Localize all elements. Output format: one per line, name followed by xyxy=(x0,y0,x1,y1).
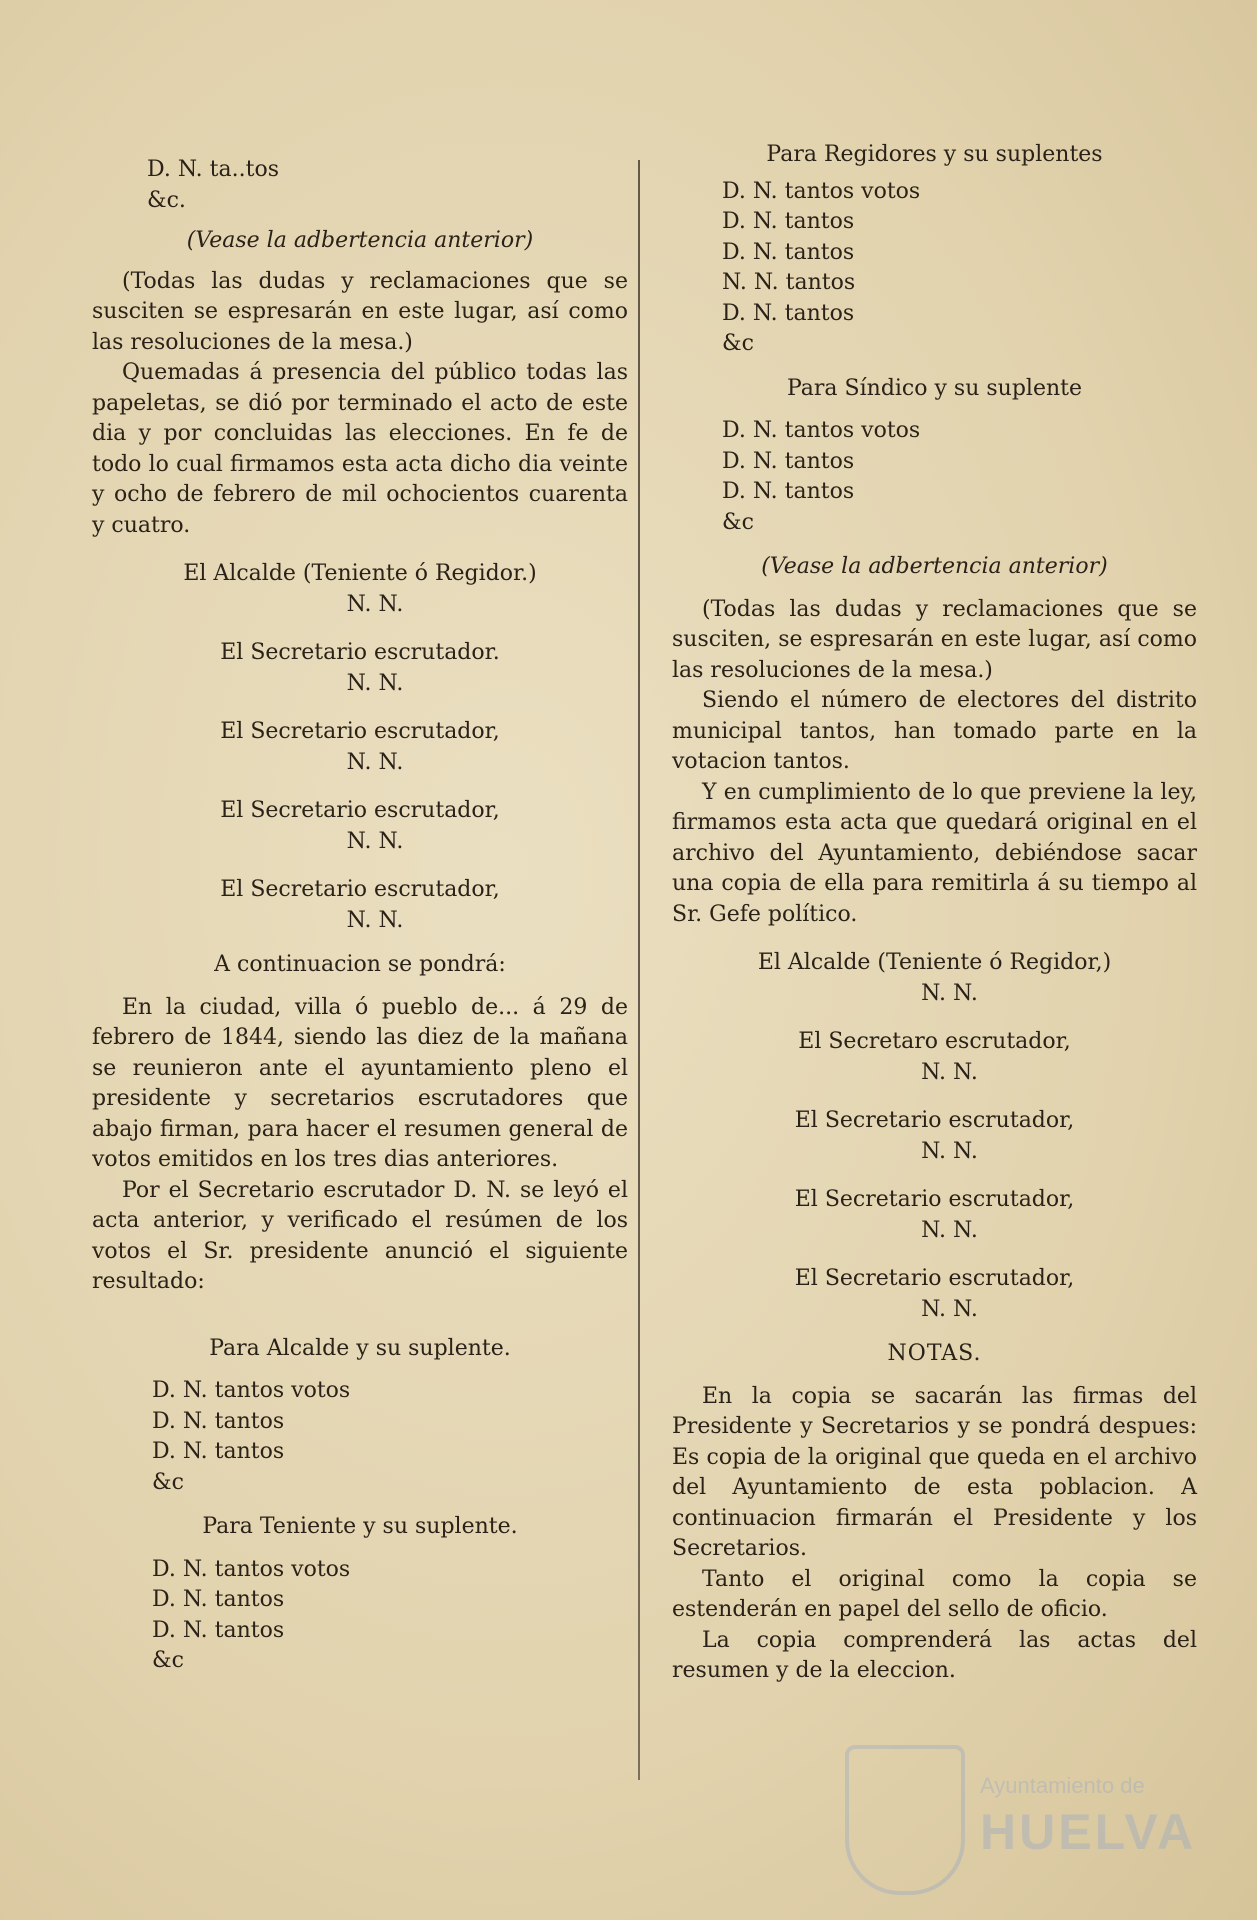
signature-name: N. N. xyxy=(921,1296,978,1322)
list-item: D. N. tantos xyxy=(152,1587,285,1612)
section-heading: A continuacion se pondrá: xyxy=(214,952,506,977)
list-item: D. N. tantos votos xyxy=(152,1556,351,1582)
list-item: D. N. tantos xyxy=(722,479,855,504)
signature-secretary xyxy=(672,1185,1197,1246)
list-item: D. N. tantos votos xyxy=(722,418,921,443)
left-column xyxy=(92,155,628,1687)
signature-secretary xyxy=(92,717,628,778)
signature-role: El Secretario escrutador, xyxy=(220,798,500,823)
signature-name: N. N. xyxy=(346,591,404,617)
signature-role: El Secretario escrutador, xyxy=(794,1266,1075,1291)
signature-name: N. N. xyxy=(346,828,404,854)
note-reference: (Vease la adbertencia anterior) xyxy=(186,228,534,253)
list-item: &c xyxy=(152,1469,184,1495)
notes-title: NOTAS. xyxy=(887,1341,982,1366)
list-item: &c xyxy=(722,331,754,356)
vote-list xyxy=(92,1555,628,1677)
signature-secretary xyxy=(92,875,628,936)
paragraph: Por el Secretario escrutador D. N. se leyó el acta anterior, y verificado el resúmen de los votos el Sr. presidente anunció el siguiente resultado: xyxy=(92,1177,628,1294)
note-paragraph: En la copia se sacarán las firmas del Presidente y Secretarios y se pondrá despues: Es copia de la original que queda en el archivo del Ayuntamiento de esta poblacion. A continuacion firmarán el Presidente y los Secretarios. xyxy=(672,1383,1197,1561)
signature-name: N. N. xyxy=(921,1059,978,1085)
section-heading: Para Teniente y su suplente. xyxy=(202,1514,518,1539)
signature-role: El Secretario escrutador, xyxy=(794,1187,1075,1212)
watermark-line2: HUELVA xyxy=(980,1804,1197,1860)
list-item: N. N. tantos xyxy=(722,270,856,295)
list-item: D. N. tantos xyxy=(722,239,855,265)
signature-alcalde xyxy=(672,948,1197,1009)
signature-secretary xyxy=(672,1027,1197,1088)
list-item: D. N. tantos xyxy=(152,1408,285,1434)
signature-secretary xyxy=(92,638,628,699)
signature-name: N. N. xyxy=(346,749,404,775)
paragraph-block xyxy=(92,993,628,1298)
notes-block xyxy=(672,1382,1197,1687)
list-item: D. N. tantos xyxy=(722,300,855,326)
paragraph: (Todas las dudas y reclamaciones que se susciten se espresarán en este lugar, así como las resoluciones de la mesa.) xyxy=(92,268,628,355)
note-paragraph: Tanto el original como la copia se estenderán en papel del sello de oficio. xyxy=(672,1566,1197,1622)
list-item: D. N. tantos votos xyxy=(152,1378,351,1403)
section-heading: Para Alcalde y su suplente. xyxy=(209,1335,511,1361)
paragraph: Siendo el número de electores del distrito municipal tantos, han tomado parte en la votacion tantos. xyxy=(672,688,1197,774)
signature-name: N. N. xyxy=(921,1138,978,1164)
signature-name: N. N. xyxy=(346,907,404,933)
top-line: D. N. ta..tos xyxy=(147,157,279,182)
signature-role: El Secretario escrutador, xyxy=(220,877,500,902)
column-divider xyxy=(638,160,640,1780)
signature-alcalde xyxy=(92,559,628,620)
note-reference: (Vease la adbertencia anterior) xyxy=(761,554,1108,579)
vote-list xyxy=(672,177,1197,360)
signature-secretary xyxy=(672,1264,1197,1325)
signature-role: El Secretario escrutador. xyxy=(220,640,500,665)
signature-name: N. N. xyxy=(921,1217,978,1243)
signature-role: El Secretario escrutador, xyxy=(220,719,500,744)
section-heading: Para Síndico y su suplente xyxy=(786,375,1082,401)
signature-role: El Secretario escrutador, xyxy=(794,1108,1075,1133)
paragraph-block xyxy=(92,267,628,542)
paragraph: En la ciudad, villa ó pueblo de... á 29 de febrero de 1844, siendo las diez de la mañana se reunieron ante el ayuntamiento pleno el presidente y secretarios escrutadores que abajo firman, para hacer el resumen general de votos emitidos en los tres dias anteriores. xyxy=(92,994,628,1172)
huelva-watermark xyxy=(845,1745,1197,1895)
signature-secretary xyxy=(92,796,628,857)
note-paragraph: La copia comprenderá las actas del resumen y de la eleccion. xyxy=(672,1627,1197,1683)
list-item: &c xyxy=(722,509,754,535)
signature-role: El Alcalde (Teniente ó Regidor.) xyxy=(183,561,537,586)
watermark-line1: Ayuntamiento de xyxy=(980,1773,1145,1798)
section-heading: Para Regidores y su suplentes xyxy=(766,142,1103,167)
right-column xyxy=(672,140,1197,1687)
paragraph: Quemadas á presencia del público todas las papeletas, se dió por terminado el acto de este dia y por concluidas las elecciones. En fe de todo lo cual firmamos esta acta dicho dia veinte y ocho de febrero de mil ochocientos cuarenta y cuatro. xyxy=(92,360,628,538)
paragraph: Y en cumplimiento de lo que previene la ley, firmamos esta acta que quedará original en el archivo del Ayuntamiento, debiéndose sacar una copia de ella para remitirla á su tiempo al Sr. Gefe político. xyxy=(672,779,1197,927)
list-item: &c xyxy=(152,1648,184,1673)
vote-list xyxy=(672,416,1197,538)
coat-of-arms-icon xyxy=(845,1745,965,1895)
signature-name: N. N. xyxy=(921,980,978,1006)
signature-name: N. N. xyxy=(346,670,404,696)
list-item: D. N. tantos xyxy=(722,448,855,474)
signature-role: El Alcalde (Teniente ó Regidor,) xyxy=(757,950,1112,975)
list-item: D. N. tantos xyxy=(152,1439,285,1464)
list-item: D. N. tantos xyxy=(722,209,855,234)
list-item: D. N. tantos votos xyxy=(722,178,921,204)
paragraph: (Todas las dudas y reclamaciones que se susciten, se espresarán en este lugar, así como las resoluciones de la mesa.) xyxy=(672,596,1197,683)
signature-secretary xyxy=(672,1106,1197,1167)
top-line: &c. xyxy=(147,187,186,213)
paragraph-block xyxy=(672,595,1197,931)
list-item: D. N. tantos xyxy=(152,1617,285,1643)
signature-role: El Secretaro escrutador, xyxy=(798,1029,1071,1054)
vote-list xyxy=(92,1376,628,1498)
